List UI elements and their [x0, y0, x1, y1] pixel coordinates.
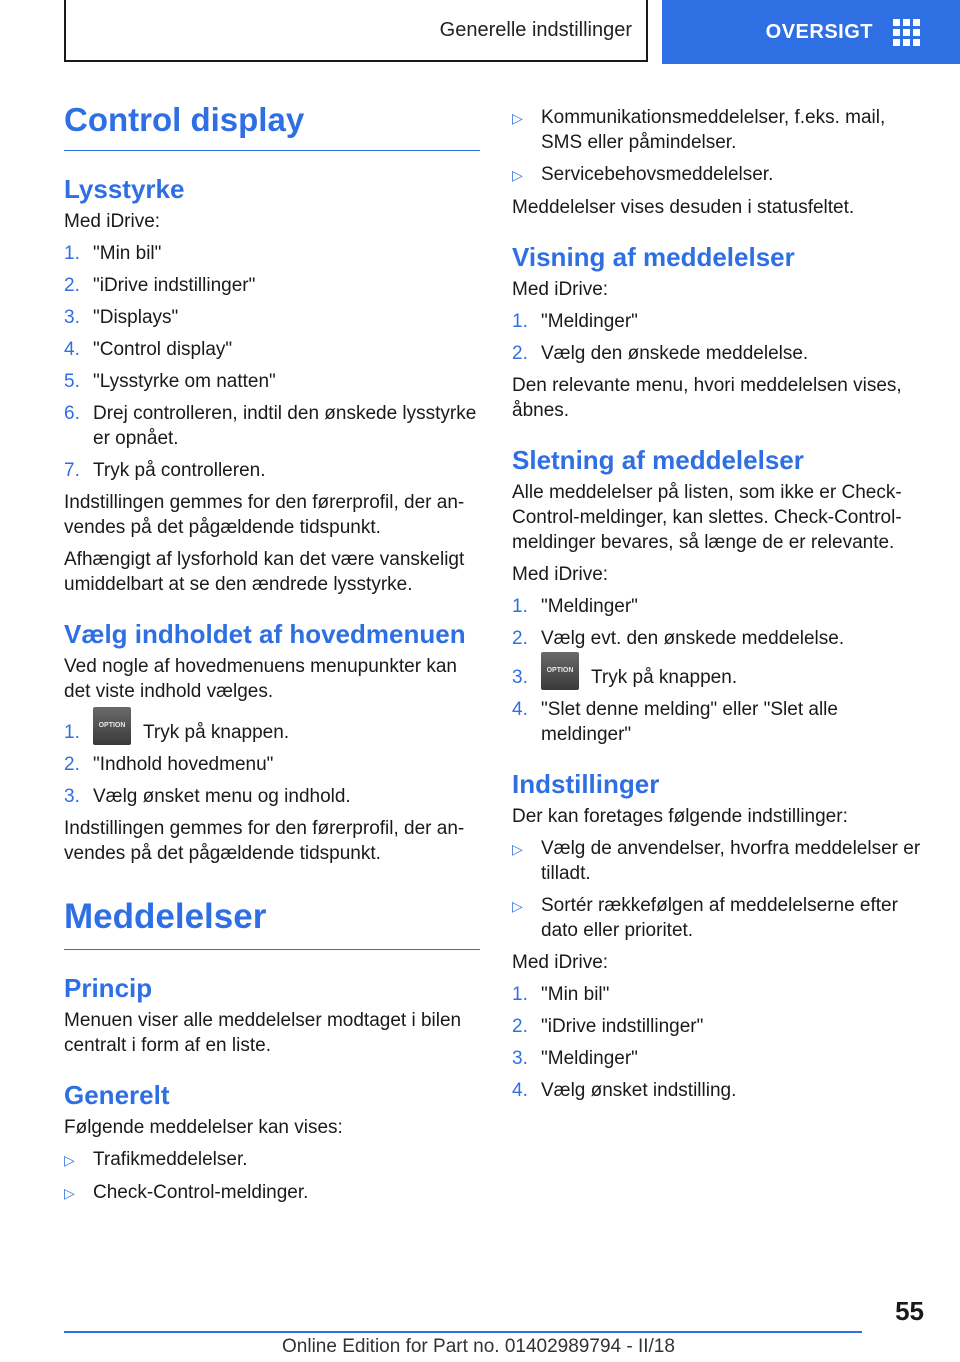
- option-button-icon: OPTION: [541, 652, 579, 690]
- list-item: ▷ Trafikmeddelelser.: [64, 1147, 480, 1173]
- status-note: Meddelelser vises desuden i statusfeltet.: [512, 197, 855, 218]
- triangle-bullet-icon: ▷: [512, 898, 523, 914]
- settings-bullets: [512, 836, 924, 943]
- general-bullets-cont: [512, 105, 924, 188]
- list-item: 1. "Meldinger": [512, 596, 638, 617]
- list-item: 2. "iDrive indstillinger": [64, 275, 256, 296]
- heading-settings: Indstillinger: [512, 769, 660, 799]
- show-note: Den relevante menu, hvori meddelelsen vises, åbnes.: [512, 375, 902, 421]
- show-steps: [512, 309, 924, 366]
- brightness-steps: [64, 241, 480, 483]
- list-item: 6. Drej controlleren, indtil den ønskede lysstyrke er opnået.: [64, 403, 477, 449]
- settings-steps: [512, 982, 924, 1103]
- triangle-bullet-icon: ▷: [512, 167, 523, 183]
- overview-button[interactable]: [662, 0, 960, 64]
- page-number: 55: [895, 1296, 924, 1326]
- list-item: 4. "Slet denne melding" eller "Slet alle meldinger": [512, 699, 838, 745]
- principle-text: Menuen viser alle meddelelser modtaget i bilen centralt i form af en liste.: [64, 1010, 462, 1056]
- general-intro: Følgende meddelelser kan vises:: [64, 1117, 343, 1138]
- brightness-intro: Med iDrive:: [64, 211, 161, 232]
- list-item: 1. "Min bil": [64, 243, 162, 264]
- heading-control-display: Control display: [64, 100, 480, 151]
- list-item: 4. Vælg ønsket indstilling.: [512, 1080, 737, 1101]
- list-item: 3. OPTION Tryk på knappen.: [512, 665, 924, 690]
- heading-main-menu: Vælg indholdet af hovedmenuen: [64, 619, 466, 649]
- main-menu-intro: Ved nogle af hovedmenuens menupunkter kan det viste indhold vælges.: [64, 656, 457, 702]
- delete-text: Alle meddelelser på listen, som ikke er Check-Control-meldinger, kan slettes. Check-Control-meldinger bevares, så længe de er relevante.: [512, 482, 902, 553]
- grid-icon: [893, 19, 920, 46]
- footer-divider: [64, 1331, 862, 1333]
- section-header: [64, 0, 648, 62]
- triangle-bullet-icon: ▷: [512, 110, 523, 126]
- section-title: Generelle indstillinger: [439, 18, 632, 41]
- triangle-bullet-icon: ▷: [64, 1152, 75, 1168]
- list-item: ▷ Sortér rækkefølgen af meddelelserne efter dato eller prioritet.: [512, 895, 898, 941]
- list-item: ▷ Vælg de anvendelser, hvorfra meddelelser er tilladt.: [512, 838, 921, 884]
- list-item: 1. OPTION Tryk på knappen.: [64, 720, 480, 745]
- heading-delete-messages: Sletning af meddelelser: [512, 445, 804, 475]
- general-bullets: [64, 1147, 480, 1206]
- settings-intro: Der kan foretages følgende indstillinger:: [512, 806, 848, 827]
- delete-intro: Med iDrive:: [512, 564, 609, 585]
- list-item: ▷ Check-Control-meldinger.: [64, 1180, 480, 1206]
- list-item: 3. Vælg ønsket menu og indhold.: [64, 786, 351, 807]
- show-intro: Med iDrive:: [512, 279, 609, 300]
- list-item: ▷ Kommunikationsmeddelelser, f.eks. mail, SMS eller påmindelser.: [512, 107, 886, 153]
- heading-principle: Princip: [64, 973, 153, 1003]
- list-item: 7. Tryk på controlleren.: [64, 460, 266, 481]
- overview-label: OVERSIGT: [765, 20, 873, 43]
- heading-show-messages: Visning af meddelelser: [512, 242, 795, 272]
- brightness-note-1: Indstillingen gemmes for den førerprofil, der anvendes på det pågældende tidspunkt.: [64, 492, 465, 538]
- list-item: 2. Vælg den ønskede meddelelse.: [512, 343, 809, 364]
- heading-brightness: Lysstyrke: [64, 174, 185, 204]
- list-item: 3. "Meldinger": [512, 1048, 638, 1069]
- heading-general: Generelt: [64, 1080, 170, 1110]
- list-item: 5. "Lysstyrke om natten": [64, 371, 276, 392]
- delete-steps: [512, 594, 924, 747]
- list-item: ▷ Servicebehovsmeddelelser.: [512, 162, 924, 188]
- list-item: 2. "Indhold hovedmenu": [64, 754, 274, 775]
- triangle-bullet-icon: ▷: [64, 1185, 75, 1201]
- option-button-icon: OPTION: [93, 707, 131, 745]
- main-menu-note: Indstillingen gemmes for den førerprofil, der anvendes på det pågældende tidspunkt.: [64, 818, 465, 864]
- right-column: [512, 105, 924, 1110]
- list-item: 3. "Displays": [64, 307, 179, 328]
- brightness-note-2: Afhængigt af lysforhold kan det være vanskeligt umiddelbart at se den ændrede lysstyrke.: [64, 549, 465, 595]
- footer-edition: Online Edition for Part no. 01402989794 - II/18: [282, 1336, 675, 1357]
- list-item: 2. "iDrive indstillinger": [512, 1016, 704, 1037]
- triangle-bullet-icon: ▷: [512, 841, 523, 857]
- heading-messages: Meddelelser: [64, 897, 480, 950]
- main-menu-steps: [64, 720, 480, 809]
- settings-intro-2: Med iDrive:: [512, 952, 609, 973]
- list-item: 1. "Meldinger": [512, 311, 638, 332]
- list-item: 4. "Control display": [64, 339, 233, 360]
- list-item: 1. "Min bil": [512, 984, 610, 1005]
- list-item: 2. Vælg evt. den ønskede meddelelse.: [512, 628, 845, 649]
- left-column: [64, 100, 480, 1213]
